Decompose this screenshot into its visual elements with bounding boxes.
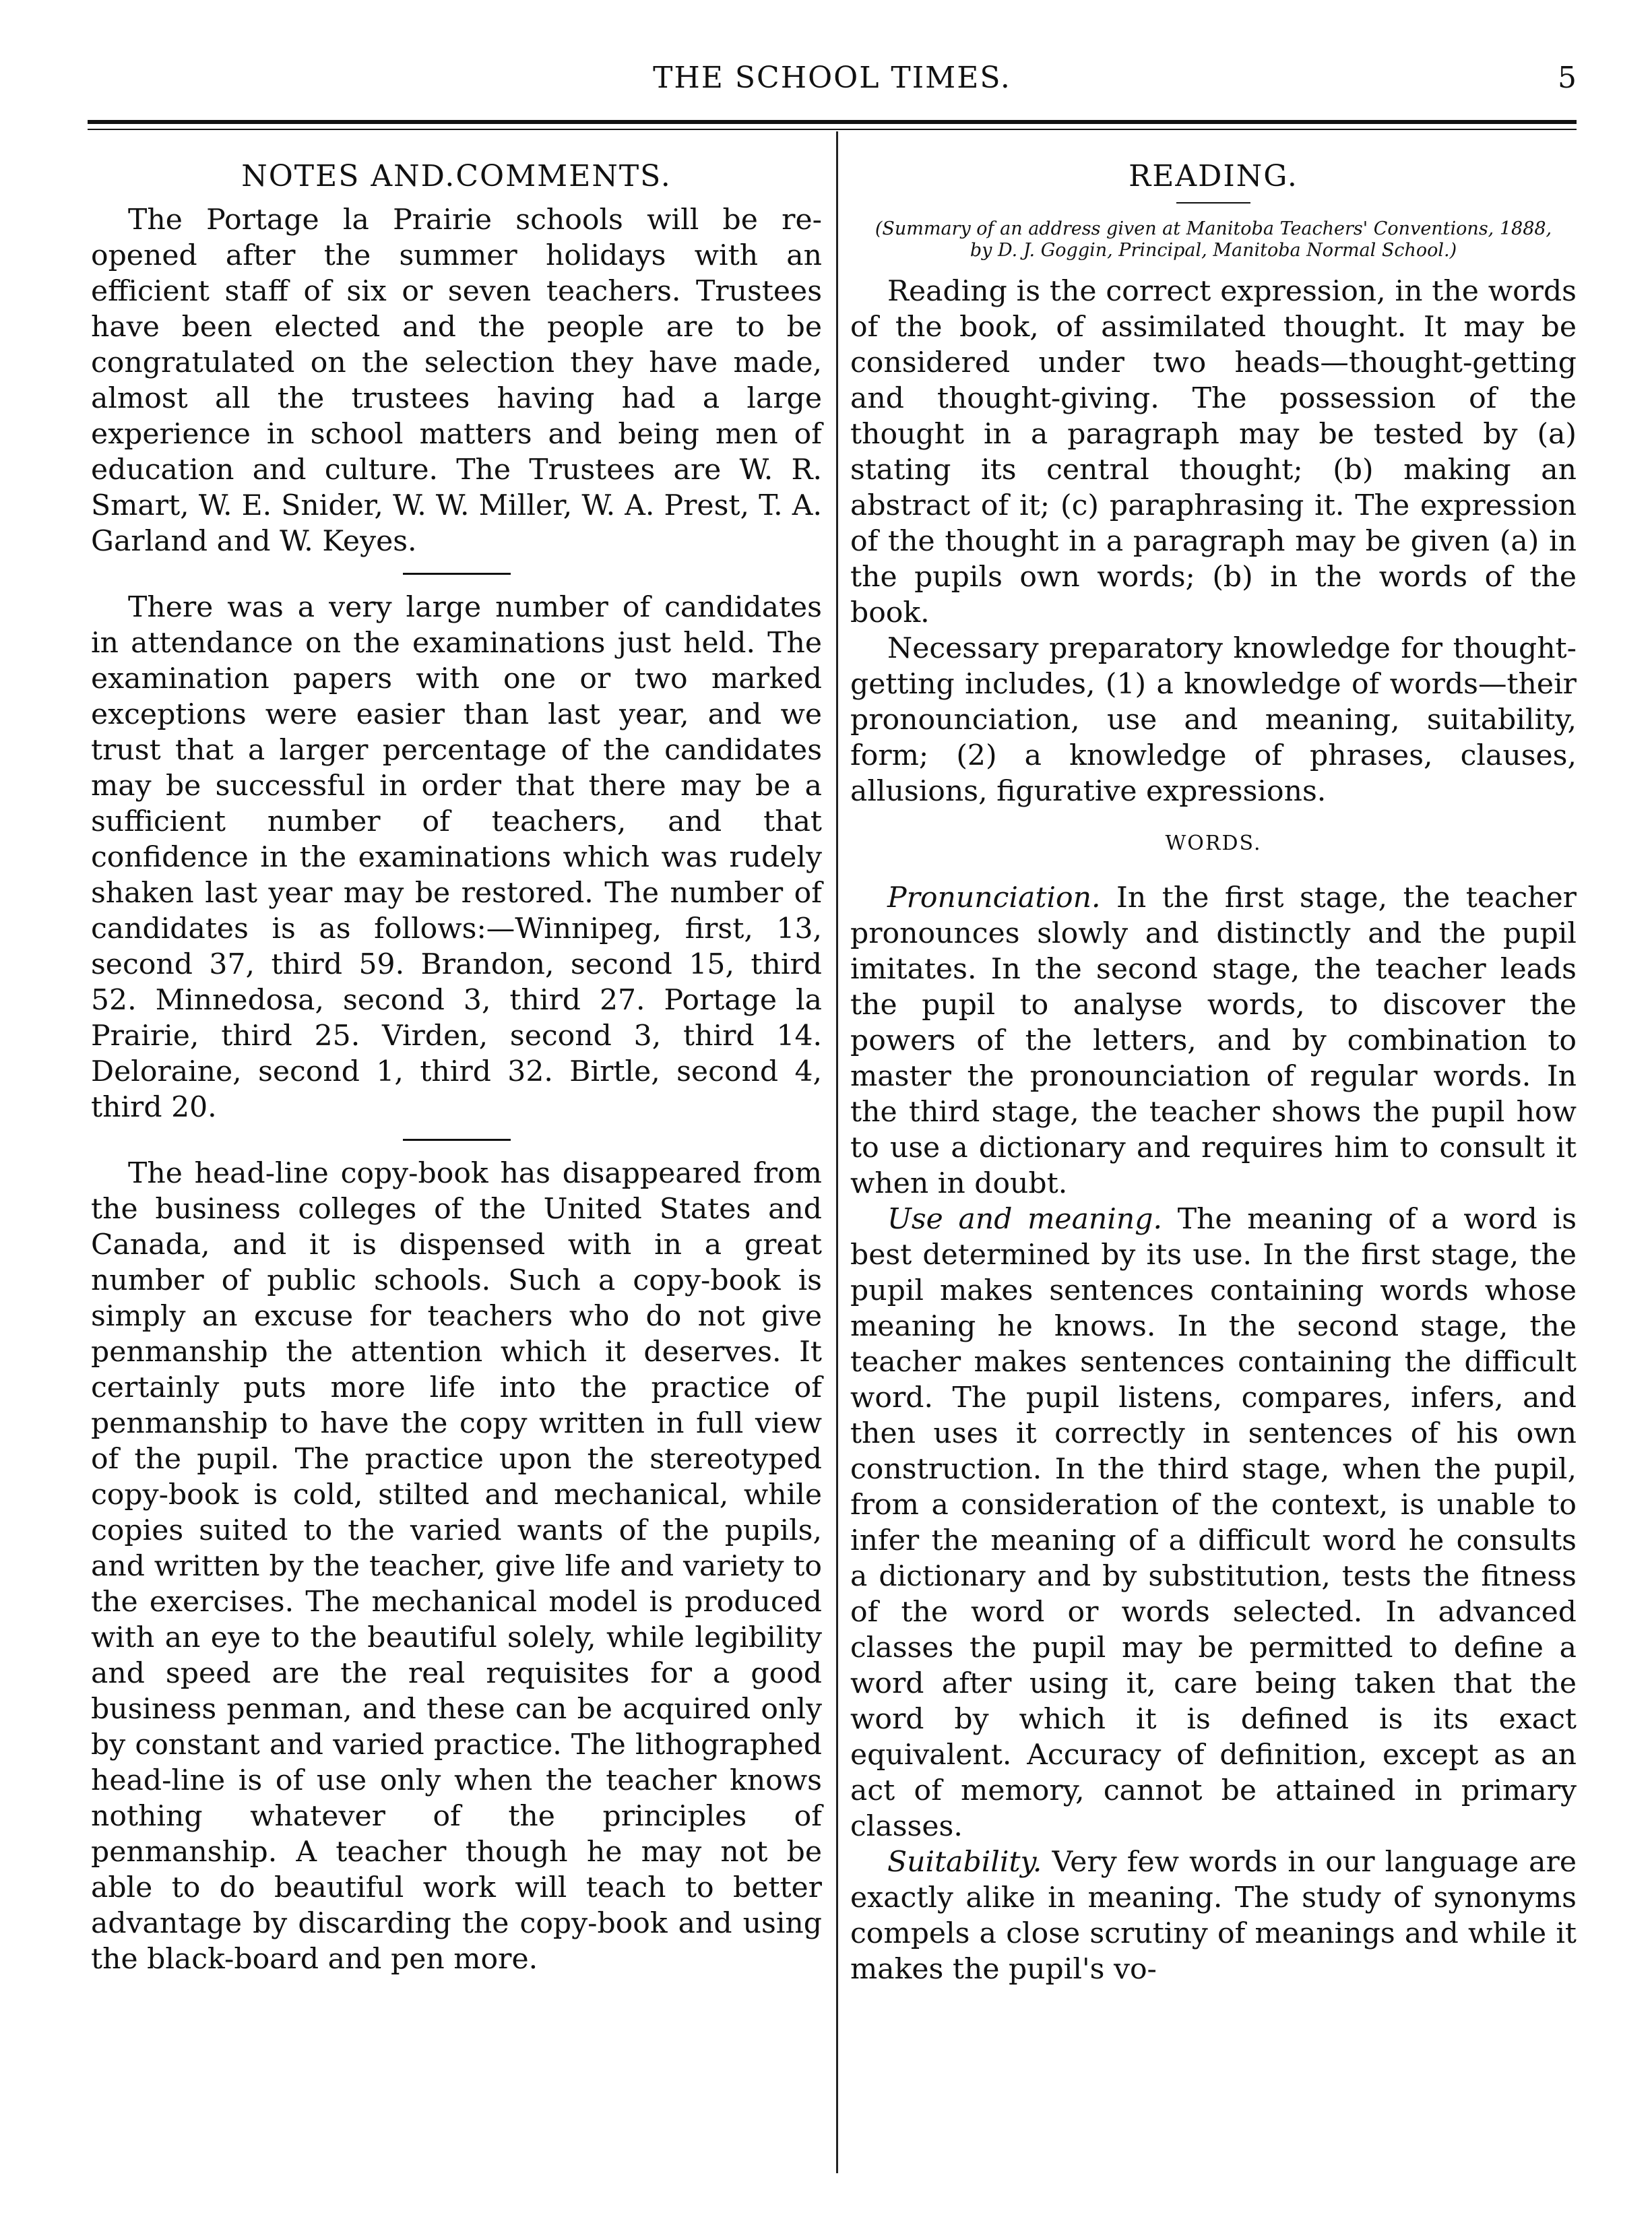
paragraph-portage: The Portage la Prairie schools will be re-opened after the summer holidays with an efficient staff of six or seven teachers. Trustees have been elected and the people are to be congratulated on the selection they have made, almost all the trustees having had a large experience in school matters and being men of education and culture. The Trustees are W. R. Smart, W. E. Snider, W. W. Miller, W. A. Prest, T. A. Garland and W. Keyes. (91, 204, 822, 558)
paragraph-reading-definition: Reading is the correct expression, in the words of the book, of assimilated thought. It may be considered under two heads—thought-getting and thought-giving. The possession of the thought in a paragraph may be tested by (a) stating its central thought; (b) making an abstract of it; (c) paraphrasing it. The expression of the thought in a paragraph may be given (a) in the pupils own words; (b) in the words of the book. (850, 275, 1577, 629)
newspaper-title: THE SCHOOL TIMES. (653, 61, 1011, 95)
topic-text: Very few words in our language are exactly alike in meaning. The study of synonyms compels a close scrutiny of meanings and while it makes the pupil's vo- (850, 1846, 1577, 1986)
topic-title: Pronunciation. (887, 881, 1101, 914)
header-rule-thin (88, 129, 1577, 130)
topic-pronunciation (850, 880, 1577, 1202)
reading-heading: READING. (1129, 159, 1298, 193)
paragraph-copy-book: The head-line copy-book has disappeared from the business colleges of the United States and Canada, and it is dispensed with in a great number of public schools. Such a copy-book is simply an excuse for teachers who do not give penmanship the attention which it deserves. It certainly puts more life into the practice of penmanship to have the copy written in full view of the pupil. The practice upon the stereotyped copy-book is cold, stilted and mechanical, while copies suited to the varied wants of the pupils, and written by the teacher, give life and variety to the exercises. The mechanical model is produced with an eye to the beautiful solely, while legibility and speed are the real requisites for a good business penman, and these can be acquired only by constant and varied practice. The lithographed head-line is of use only when the teacher knows nothing whatever of the principles of penmanship. A teacher though he may not be able to do beautiful work will teach to better advantage by discarding the copy-book and using the black-board and pen more. (91, 1157, 822, 1976)
topic-text: In the first stage, the teacher pronounces slowly and distinctly and the pupil imitates. In the second stage, the teacher leads the pupil to analyse words, to discover the powers of the letters, and by combination to master the pronounciation of regular words. In the third stage, the teacher shows the pupil how to use a dictionary and requires him to consult it when in doubt. (850, 881, 1577, 1200)
reading-subtitle: (Summary of an address given at Manitoba Teachers' Conventions, 1888, by D. J. Goggin, Principal, Manitoba Normal School.) (875, 218, 1552, 261)
right-column (850, 152, 1577, 1987)
heading-rule (1176, 202, 1250, 204)
separator-rule (403, 1139, 511, 1141)
topic-title: Use and meaning. (887, 1203, 1162, 1236)
header-rule-thick (88, 120, 1577, 124)
left-column (91, 152, 822, 1977)
separator-rule (403, 573, 511, 575)
page-number: 5 (1558, 61, 1577, 95)
topic-use-and-meaning (850, 1202, 1577, 1844)
topic-suitability (850, 1844, 1577, 1987)
topic-title: Suitability. (887, 1846, 1042, 1879)
paragraph-examinations: There was a very large number of candidates in attendance on the examinations just held. The examination papers with one or two marked exceptions were easier than last year, and we trust that a larger percentage of the candidates may be successful in order that there may be a sufficient number of teachers, and that confidence in the examinations which was rudely shaken last year may be restored. The number of candidates is as follows:—Winnipeg, first, 13, second 37, third 59. Brandon, second 15, third 52. Minnedosa, second 3, third 27. Portage la Prairie, third 25. Virden, second 3, third 14. Deloraine, second 1, third 32. Birtle, second 4, third 20. (91, 591, 822, 1124)
page-header (88, 61, 1577, 108)
topic-text: The meaning of a word is best determined by its use. In the first stage, the pupil makes sentences containing words whose meaning he knows. In the second stage, the teacher makes sentences containing the difficult word. The pupil listens, compares, infers, and then uses it correctly in sentences of his own construction. In the third stage, when the pupil, from a consideration of the context, is unable to infer the meaning of a difficult word he consults a dictionary and by substitution, tests the fitness of the word or words selected. In advanced classes the pupil may be permitted to define a word after using it, care being taken that the word by which it is defined is its exact equivalent. Accuracy of definition, except as an act of memory, cannot be attained in primary classes. (850, 1203, 1577, 1843)
column-divider (836, 131, 838, 2173)
words-section-label: WORDS. (1165, 832, 1262, 855)
paragraph-preparatory-knowledge: Necessary preparatory knowledge for thought-getting includes, (1) a knowledge of words—their pronounciation, use and meaning, suitability, form; (2) a knowledge of phrases, clauses, allusions, figurative expressions. (850, 632, 1577, 808)
notes-heading: NOTES AND.COMMENTS. (241, 159, 672, 193)
